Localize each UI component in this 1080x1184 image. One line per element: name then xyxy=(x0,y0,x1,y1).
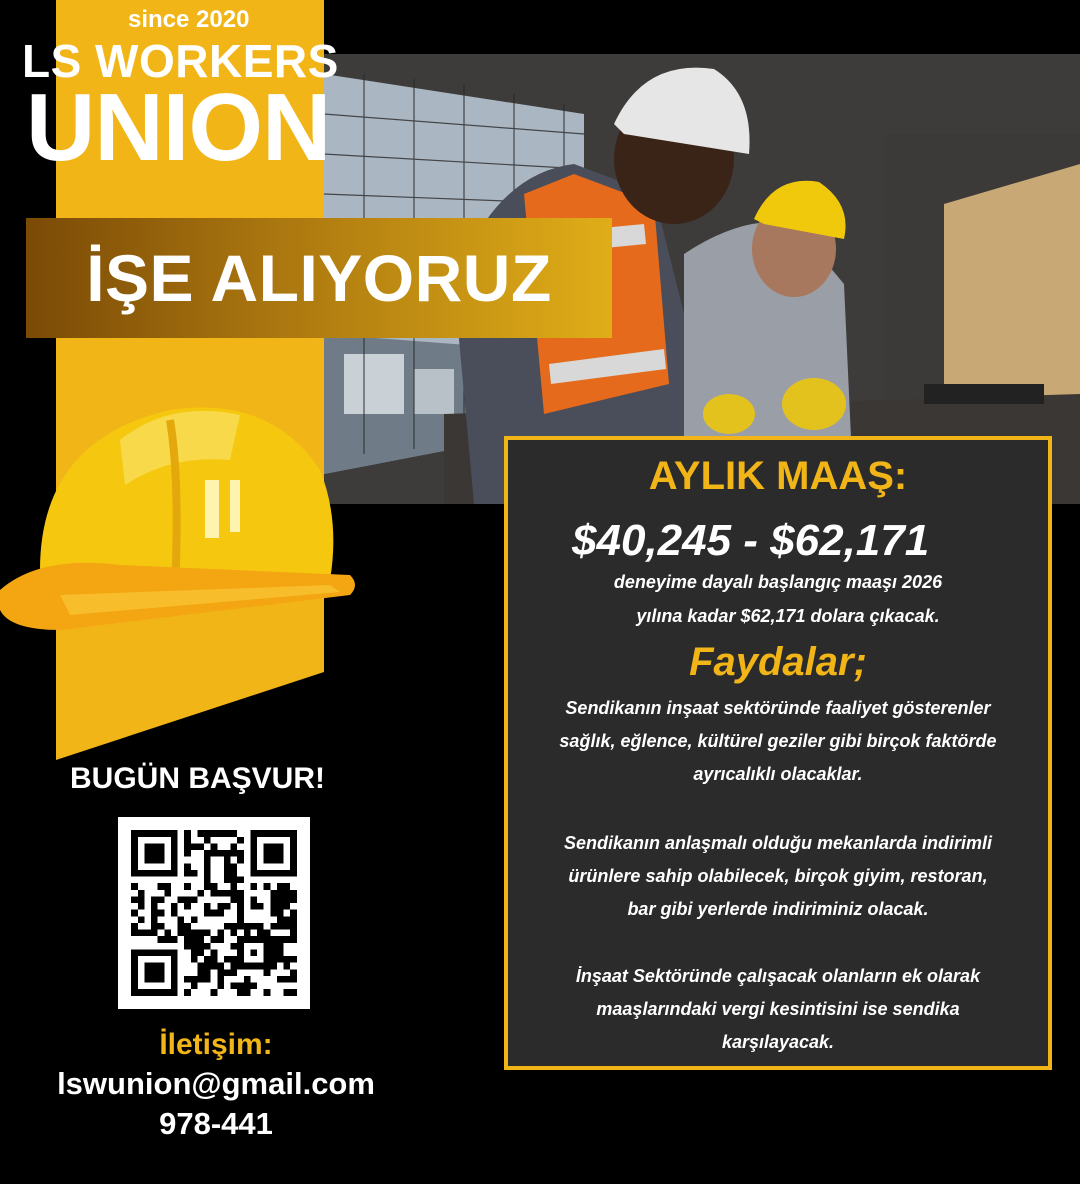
benefit-2-line-1: Sendikanın anlaşmalı olduğu mekanlarda indirimli xyxy=(563,833,993,853)
salary-note-line2: yılına kadar $62,171 dolara çıkacak. xyxy=(636,606,940,626)
benefit-3-line-3: karşılayacak. xyxy=(721,1032,835,1052)
hiring-headline xyxy=(26,218,612,338)
benefit-1-line-1: Sendikanın inşaat sektöründe faaliyet gösterenler xyxy=(565,698,991,718)
benefit-1-line-2: sağlık, eğlence, kültürel geziler gibi birçok faktörde xyxy=(559,731,997,751)
brand-name-line1: LS WORKERS xyxy=(22,35,339,87)
since-label: since 2020 xyxy=(128,6,250,33)
benefit-paragraph-3 xyxy=(508,960,1048,1059)
benefit-2-line-3: bar gibi yerlerde indiriminiz olacak. xyxy=(627,899,929,919)
benefit-paragraph-1 xyxy=(508,692,1048,791)
benefit-2-line-2: ürünlere sahip olabilecek, birçok giyim, restoran, xyxy=(568,866,988,886)
benefits-title: Faydalar; xyxy=(689,640,867,684)
brand-name-line2: UNION xyxy=(26,74,331,181)
apply-today-label: BUGÜN BAŞVUR! xyxy=(70,762,325,795)
contact-label: İletişim: xyxy=(159,1028,273,1061)
hard-hat-icon xyxy=(0,380,360,640)
benefit-paragraph-2 xyxy=(508,827,1048,926)
hiring-headline-text: İŞE ALIYORUZ xyxy=(86,241,552,315)
benefit-3-line-2: maaşlarındaki vergi kesintisini ise sendika xyxy=(596,999,960,1019)
qr-code-pattern xyxy=(118,817,310,1009)
salary-title: AYLIK MAAŞ: xyxy=(648,454,908,498)
salary-benefits-panel xyxy=(504,436,1052,1070)
qr-code[interactable] xyxy=(118,817,310,1009)
benefit-1-line-3: ayrıcalıklı olacaklar. xyxy=(693,764,863,784)
contact-phone[interactable]: 978-441 xyxy=(159,1106,273,1141)
salary-note-line1: deneyime dayalı başlangıç maaşı 2026 xyxy=(613,572,943,592)
benefit-3-line-1: İnşaat Sektöründe çalışacak olanların ek olarak xyxy=(575,966,981,986)
contact-email[interactable]: lswunion@gmail.com xyxy=(57,1066,375,1101)
salary-range: $40,245 - $62,171 xyxy=(572,516,930,565)
